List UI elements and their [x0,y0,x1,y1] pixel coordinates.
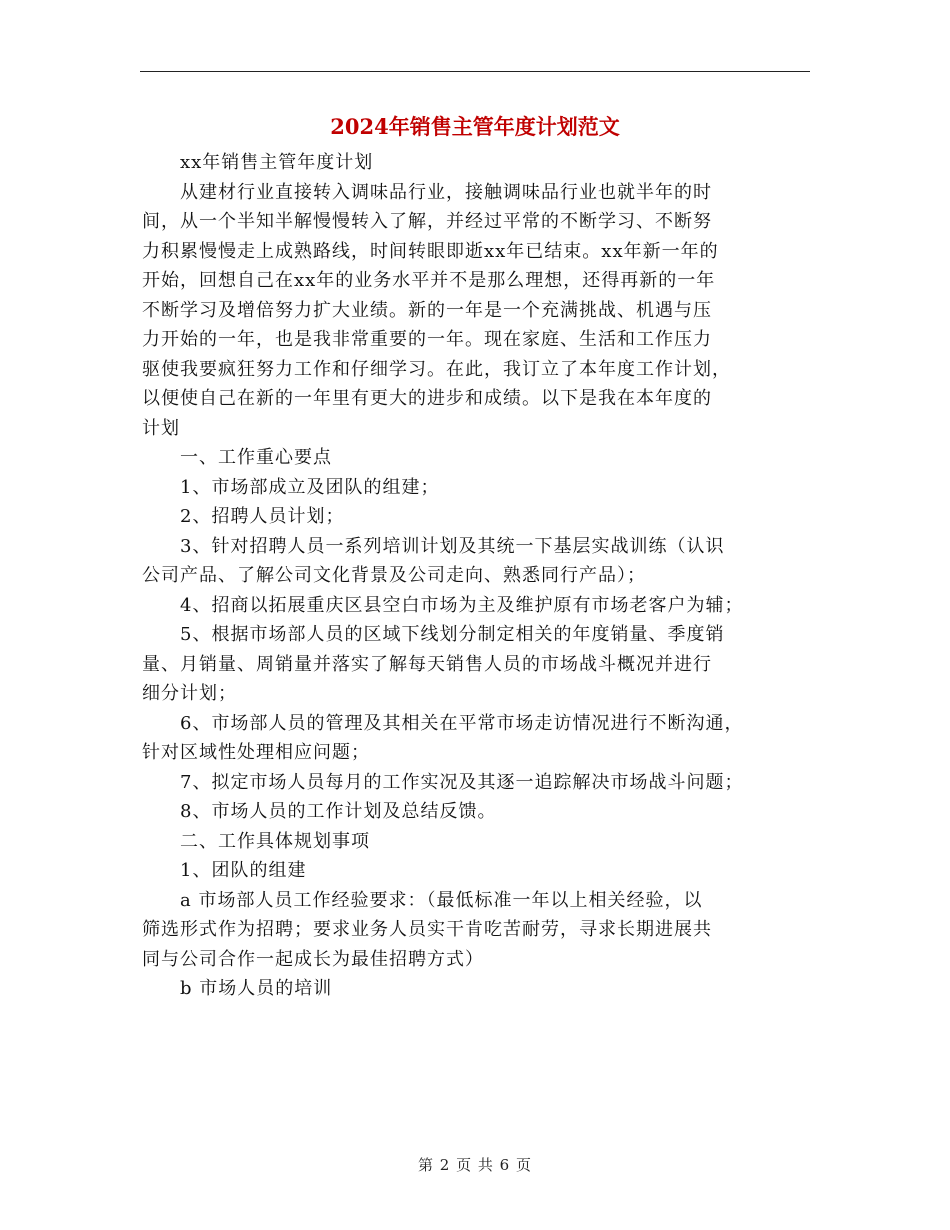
text-line: 8、市场人员的工作计划及总结反馈。 [142,801,497,822]
text-line: 5、根据市场部人员的区域下线划分制定相关的年度销量、季度销 [142,624,725,645]
text-line: a 市场部人员工作经验要求：（最低标准一年以上相关经验，以 [142,889,703,911]
text-line: 1、团队的组建 [142,860,307,881]
text-line: 针对区域性处理相应问题； [142,742,370,763]
page-number: 第 2 页 共 6 页 [418,1156,532,1174]
text-line: 2、招聘人员计划； [142,506,345,527]
text-line: 同与公司合作一起成长为最佳招聘方式） [142,948,484,970]
document-body [142,148,806,1004]
text-line: 驱使我要疯狂努力工作和仔细学习。在此，我订立了本年度工作计划， [142,358,731,380]
text-line: 6、市场部人员的管理及其相关在平常市场走访情况进行不断沟通， [142,712,744,734]
text-line: xx年销售主管年度计划 [142,152,374,173]
text-line: 计划 [142,417,180,439]
text-line: 4、招商以拓展重庆区县空白市场为主及维护原有市场老客户为辅； [142,594,744,616]
text-line: 量、月销量、周销量并落实了解每天销售人员的市场战斗概况并进行 [142,653,712,675]
text-line: 二、工作具体规划事项 [142,830,370,852]
text-line: 筛选形式作为招聘；要求业务人员实干肯吃苦耐劳，寻求长期进展共 [142,919,712,940]
text-line: 不断学习及增倍努力扩大业绩。新的一年是一个充满挑战、机遇与压 [142,299,712,321]
text-line: 3、针对招聘人员一系列培训计划及其统一下基层实战训练（认识 [142,535,725,557]
text-line: 力积累慢慢走上成熟路线，时间转眼即逝xx年已结束。xx年新一年的 [142,240,719,262]
text-line: b 市场人员的培训 [142,978,333,999]
header-rule [140,71,810,72]
text-line: 细分计划； [142,683,237,704]
text-line: 力开始的一年，也是我非常重要的一年。现在家庭、生活和工作压力 [142,329,712,350]
text-line: 间，从一个半知半解慢慢转入了解，并经过平常的不断学习、不断努 [142,211,712,232]
text-line: 以便使自己在新的一年里有更大的进步和成绩。以下是我在本年度的 [142,388,712,409]
text-line: 1、市场部成立及团队的组建； [142,476,440,498]
document-title: 2024年销售主管年度计划范文 [330,114,620,139]
text-line: 一、工作重心要点 [142,447,332,468]
text-line: 从建材行业直接转入调味品行业，接触调味品行业也就半年的时 [142,181,712,203]
text-line: 开始，回想自己在xx年的业务水平并不是那么理想，还得再新的一年 [142,270,716,291]
text-line: 公司产品、了解公司文化背景及公司走向、熟悉同行产品）； [142,565,646,586]
text-line: 7、拟定市场人员每月的工作实况及其逐一追踪解决市场战斗问题； [142,771,744,793]
